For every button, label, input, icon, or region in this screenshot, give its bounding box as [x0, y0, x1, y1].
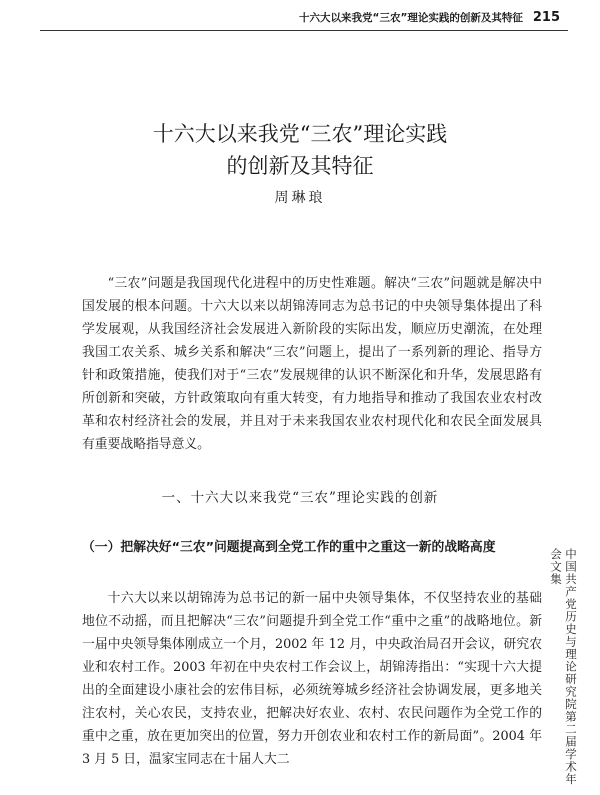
page-number: 215 [532, 10, 560, 25]
author-name: 周琳琅 [274, 190, 326, 206]
side-vertical-text: 中国共产党历史与理论研究院第二届学术年会文集 [549, 548, 578, 786]
article-title [0, 118, 600, 182]
running-header [290, 10, 560, 25]
section-heading: 一、十六大以来我党“三农”理论实践的创新 [161, 490, 439, 506]
intro-paragraph: “三农”问题是我国现代化进程中的历史性难题。解决“三农”问题就是解决中国发展的根本问题。十六大以来以胡锦涛同志为总书记的中央领导集体提出了科学发展观，从我国经济社会发展进入新阶段的实际出发，顺应历史潮流，在处理我国工农关系、城乡关系和解决“三农”问题上，提出了一系列新的理论、指导方针和政策措施，使我们对于“三农”发展规律的认识不断深化和升华，发展思路有所创新和突破，方针政策取向有重大转变，有力地指导和推动了我国农业农村改革和农村经济社会的发展，并且对于未来我国农业农村现代化和农民全面发展具有重要战略指导意义。 [82, 276, 542, 452]
subsection-heading: （一）把解决好“三农”问题提高到全党工作的重中之重这一新的战略高度 [82, 540, 496, 555]
title-line-1: 十六大以来我党“三农”理论实践 [152, 122, 448, 146]
header-rule [40, 30, 568, 31]
running-title: 十六大以来我党“三农”理论实践的创新及其特征 [299, 12, 523, 24]
title-line-2: 的创新及其特征 [226, 154, 374, 178]
body-paragraph: 十六大以来以胡锦涛为总书记的新一届中央领导集体，不仅坚持农业的基础地位不动摇，而且把解决“三农”问题提升到全党工作“重中之重”的战略地位。新一届中央领导集体刚成立一个月，2002 年 12 月，中央政治局召开会议，研究农业和农村工作。2003 年初在中央农村工作会议上，胡锦涛指出：“实现十六大提出的全面建设小康社会的宏伟目标，必须统筹城乡经济社会协调发展，更多地关注农村，关心农民，支持农业，把解决好农业、农村、农民问题作为全党工作的重中之重，放在更加突出的位置，努力开创农业和农村工作的新局面”。2004 年 3 月 5 日，温家宝同志在十届人大二 [82, 591, 542, 767]
